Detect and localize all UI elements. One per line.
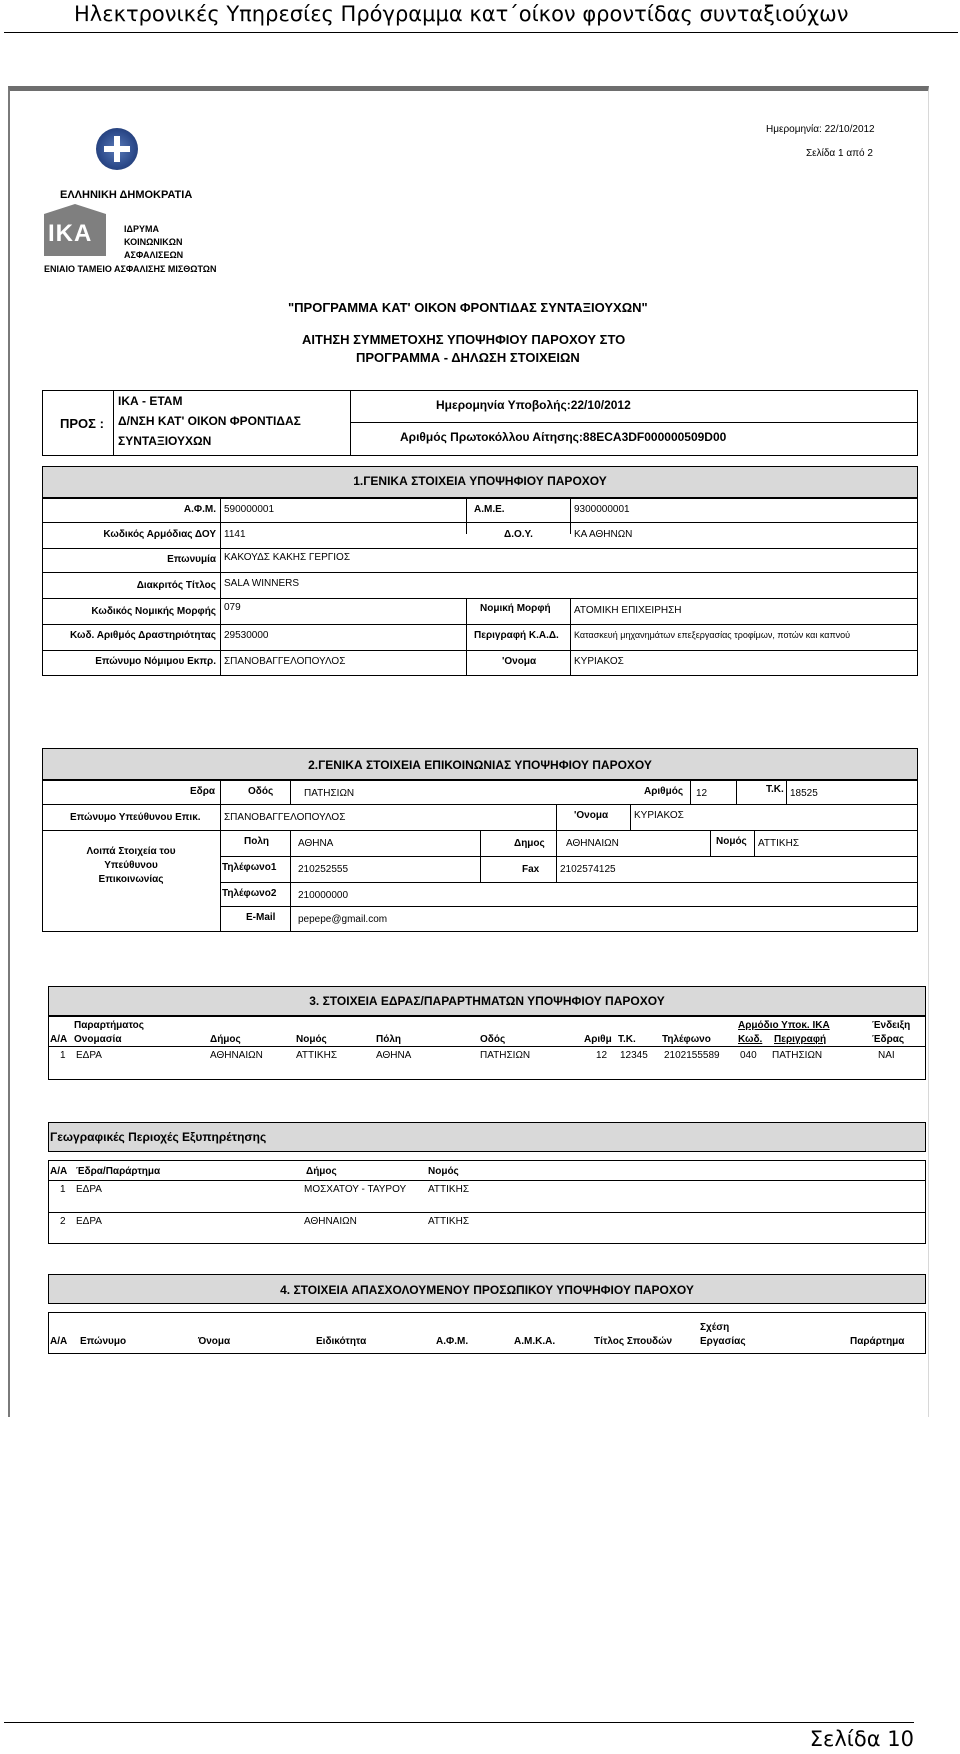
legal-form-code-label: Κωδικός Νομικής Μορφής [91, 606, 216, 617]
email-value: pepepe@gmail.com [298, 914, 388, 925]
distinctive-title-label: Διακριτός Τίτλος [136, 580, 216, 591]
other-contact-label-1: Λοιπά Στοιχεία του [86, 846, 176, 857]
contact-name-label: 'Ονομα [574, 810, 609, 821]
application-subtitle-2: ΠΡΟΓΡΑΜΜΑ - ΔΗΛΩΣΗ ΣΤΟΙΧΕΙΩΝ [356, 350, 580, 365]
form-page: Σελίδα 1 από 2 [806, 148, 873, 159]
s3-cell-number: 12 [596, 1050, 608, 1061]
geo-cell-branch: ΕΔΡΑ [76, 1216, 102, 1227]
street-label: Οδός [248, 786, 274, 797]
section4-title: 4. ΣΤΟΙΧΕΙΑ ΑΠΑΣΧΟΛΟΥΜΕΝΟΥ ΠΡΟΣΩΠΙΚΟΥ ΥΠΟΨΗΦΙΟΥ ΠΑΡΟΧΟΥ [280, 1283, 694, 1297]
greek-republic-seal-icon [96, 128, 138, 170]
s4-col-specialty: Ειδικότητα [316, 1336, 367, 1347]
section2-title: 2.ΓΕΝΙΚΑ ΣΤΟΙΧΕΙΑ ΕΠΙΚΟΙΝΩΝΙΑΣ ΥΠΟΨΗΦΙΟΥ ΠΑΡΟΧΟΥ [308, 758, 652, 772]
number-value: 12 [696, 788, 708, 799]
to-line-1: ΙΚΑ - ΕΤΑΜ [118, 394, 183, 408]
geo-cell-prefecture: ΑΤΤΙΚΗΣ [428, 1216, 469, 1227]
legal-form-value: ΑΤΟΜΙΚΗ ΕΠΙΧΕΙΡΗΣΗ [574, 605, 682, 616]
to-label: ΠΡΟΣ : [60, 416, 104, 431]
activity-code-label: Κωδ. Αριθμός Δραστηριότητας [70, 630, 216, 641]
geo-table [48, 1160, 926, 1244]
afm-value: 590000001 [224, 504, 275, 515]
ika-fund-label: ΕΝΙΑΙΟ ΤΑΜΕΙΟ ΑΣΦΑΛΙΣΗΣ ΜΙΣΘΩΤΩΝ [44, 264, 217, 274]
s4-col-relation-line-2: Εργασίας [700, 1336, 746, 1347]
s4-col-education: Τίτλος Σπουδών [594, 1336, 673, 1347]
submission-date: Ημερομηνία Υποβολής:22/10/2012 [436, 398, 631, 412]
distinctive-title-value: SALA WINNERS [224, 578, 300, 589]
doy-label: Δ.Ο.Υ. [504, 529, 533, 540]
contact-surname-label: Επώνυμο Υπεύθυνου Επικ. [70, 812, 201, 823]
ame-label: Α.Μ.Ε. [474, 504, 505, 515]
geo-cell-branch: ΕΔΡΑ [76, 1184, 102, 1195]
city-label: Πολη [244, 836, 269, 847]
name-value: ΚΑΚΟΥΔΣ ΚΑΚΗΣ ΓΕΡΓΙΟΣ [224, 552, 351, 563]
s3-cell-city: ΑΘΗΝΑ [376, 1050, 412, 1061]
municipality-label: Δημος [514, 838, 545, 849]
to-line-3: ΣΥΝΤΑΞΙΟΥΧΩΝ [118, 434, 212, 448]
s3-col-aa: Α/Α [50, 1034, 68, 1045]
ika-org-line-2: ΚΟΙΝΩΝΙΚΩΝ [124, 237, 183, 247]
s3-branch-header: Παραρτήματος [74, 1020, 144, 1031]
prefecture-value: ΑΤΤΙΚΗΣ [758, 838, 799, 849]
geo-cell-aa: 1 [60, 1184, 66, 1195]
ika-org-line-1: ΙΔΡΥΜΑ [124, 224, 159, 234]
geo-cell-prefecture: ΑΤΤΙΚΗΣ [428, 1184, 469, 1195]
kad-description-label: Περιγραφή Κ.Α.Δ. [474, 630, 559, 641]
contact-surname-value: ΣΠΑΝΟΒΑΓΓΕΛΟΠΟΥΛΟΣ [224, 812, 346, 823]
postal-code-value: 18525 [790, 788, 818, 799]
s3-cell-seat-flag: ΝΑΙ [878, 1050, 895, 1061]
s3-col-municipality: Δήμος [210, 1034, 241, 1045]
legal-form-label: Νομική Μορφή [480, 603, 551, 614]
geo-cell-aa: 2 [60, 1216, 66, 1227]
contact-name-value: ΚΥΡΙΑΚΟΣ [634, 810, 684, 821]
kad-description-value: Κατασκευή μηχανημάτων επεξεργασίας τροφίμων, ποτών και καπνού [574, 630, 851, 640]
activity-code-value: 29530000 [224, 630, 269, 641]
legal-rep-name-label: 'Ονομα [502, 656, 537, 667]
page-header: Ηλεκτρονικές Υπηρεσίες Πρόγραμμα κατ΄οίκον φροντίδας συνταξιούχων [74, 2, 849, 26]
s3-cell-municipality: ΑΘΗΝΑΙΩΝ [210, 1050, 263, 1061]
doy-code-label: Κωδικός Αρμόδιας ΔΟΥ [103, 529, 216, 540]
ika-logo-text: ΙΚΑ [48, 220, 93, 247]
other-contact-label-3: Επικοινωνίας [98, 874, 164, 885]
doy-code-value: 1141 [224, 529, 246, 540]
s3-cell-description: ΠΑΤΗΣΙΩΝ [772, 1050, 823, 1061]
to-line-2: Δ/ΝΣΗ ΚΑΤ' ΟΙΚΟΝ ΦΡΟΝΤΙΔΑΣ [118, 414, 301, 428]
protocol-number: Αριθμός Πρωτοκόλλου Αίτησης:88ECA3DF000000509D00 [400, 430, 727, 444]
legal-form-code-value: 079 [224, 602, 241, 613]
street-value: ΠΑΤΗΣΙΩΝ [304, 788, 355, 799]
s3-ika-branch-header: Αρμόδιο Υποκ. ΙΚΑ [738, 1020, 830, 1031]
s4-col-aa: Α/Α [50, 1336, 68, 1347]
s3-cell-name: ΕΔΡΑ [76, 1050, 102, 1061]
phone2-value: 210000000 [298, 890, 349, 901]
s3-col-city: Πόλη [376, 1034, 401, 1045]
s3-cell-postal-code: 12345 [620, 1050, 648, 1061]
header-rule [4, 32, 958, 33]
geo-cell-municipality: ΑΘΗΝΑΙΩΝ [304, 1216, 357, 1227]
geo-col-aa: Α/Α [50, 1166, 68, 1177]
s3-cell-prefecture: ΑΤΤΙΚΗΣ [296, 1050, 337, 1061]
ame-value: 9300000001 [574, 504, 630, 515]
form-date: Ημερομηνία: 22/10/2012 [766, 124, 875, 135]
legal-rep-surname-label: Επώνυμο Νόμιμου Εκπρ. [95, 656, 216, 667]
legal-rep-surname-value: ΣΠΑΝΟΒΑΓΓΕΛΟΠΟΥΛΟΣ [224, 656, 346, 667]
name-label: Επωνυμία [167, 554, 216, 565]
prefecture-label: Νομός [716, 836, 747, 847]
number-label: Αριθμός [644, 786, 684, 797]
phone2-label: Τηλέφωνο2 [222, 888, 277, 899]
s3-seat-flag-header: Ένδειξη [872, 1020, 911, 1031]
application-subtitle-1: ΑΙΤΗΣΗ ΣΥΜΜΕΤΟΧΗΣ ΥΠΟΨΗΦΙΟΥ ΠΑΡΟΧΟΥ ΣΤΟ [302, 332, 626, 347]
legal-rep-name-value: ΚΥΡΙΑΚΟΣ [574, 656, 624, 667]
city-value: ΑΘΗΝΑ [298, 838, 334, 849]
s4-col-amka: Α.Μ.Κ.Α. [514, 1336, 556, 1347]
email-label: E-Mail [246, 912, 276, 923]
s3-col-number: Αριθμ [584, 1034, 612, 1045]
s4-col-branch: Παράρτημα [850, 1336, 905, 1347]
s3-col-postal-code: Τ.Κ. [618, 1034, 636, 1045]
s3-col-description: Περιγραφή [774, 1034, 827, 1045]
section3-title: 3. ΣΤΟΙΧΕΙΑ ΕΔΡΑΣ/ΠΑΡΑΡΤΗΜΑΤΩΝ ΥΠΟΨΗΦΙΟΥ ΠΑΡΟΧΟΥ [309, 994, 665, 1008]
geo-col-prefecture: Νομός [428, 1166, 459, 1177]
seat-label: Εδρα [190, 786, 216, 797]
s4-col-afm: Α.Φ.Μ. [436, 1336, 469, 1347]
s3-cell-phone: 2102155589 [664, 1050, 720, 1061]
s4-col-surname: Επώνυμο [80, 1336, 127, 1347]
postal-code-label: Τ.Κ. [766, 784, 784, 795]
s3-cell-aa: 1 [60, 1050, 66, 1061]
fax-value: 2102574125 [560, 864, 616, 875]
s3-col-phone: Τηλέφωνο [662, 1034, 711, 1045]
s3-col-name: Ονομασία [74, 1034, 122, 1045]
s3-col-street: Οδός [480, 1034, 506, 1045]
geo-col-municipality: Δήμος [306, 1166, 337, 1177]
other-contact-label-2: Υπεύθυνου [104, 860, 158, 871]
section1-title: 1.ΓΕΝΙΚΑ ΣΤΟΙΧΕΙΑ ΥΠΟΨΗΦΙΟΥ ΠΑΡΟΧΟΥ [353, 474, 607, 488]
program-title: "ΠΡΟΓΡΑΜΜΑ ΚΑΤ' ΟΙΚΟΝ ΦΡΟΝΤΙΔΑΣ ΣΥΝΤΑΞΙΟΥΧΩΝ" [288, 300, 648, 315]
geo-title: Γεωγραφικές Περιοχές Εξυπηρέτησης [50, 1130, 267, 1144]
s4-col-name: Όνομα [198, 1336, 231, 1347]
doy-value: ΚΑ ΑΘΗΝΩΝ [574, 529, 633, 540]
phone1-value: 210252555 [298, 864, 349, 875]
s3-col-seat-flag: Έδρας [872, 1034, 905, 1045]
geo-col-branch: Έδρα/Παράρτημα [76, 1166, 161, 1177]
s3-col-code: Κωδ. [738, 1034, 763, 1045]
s3-cell-street: ΠΑΤΗΣΙΩΝ [480, 1050, 531, 1061]
phone1-label: Τηλέφωνο1 [222, 862, 277, 873]
s3-cell-code: 040 [740, 1050, 757, 1061]
ika-org-line-3: ΑΣΦΑΛΙΣΕΩΝ [124, 250, 184, 260]
ika-logo-icon [44, 214, 106, 256]
municipality-value: ΑΘΗΝΑΙΩΝ [566, 838, 619, 849]
s3-col-prefecture: Νομός [296, 1034, 327, 1045]
page-number: Σελίδα 10 [809, 1727, 914, 1751]
s4-col-relation-line-1: Σχέση [700, 1322, 730, 1333]
afm-label: Α.Φ.Μ. [183, 504, 216, 515]
geo-cell-municipality: ΜΟΣΧΑΤΟΥ - ΤΑΥΡΟΥ [304, 1184, 407, 1195]
section4-table [48, 1312, 926, 1354]
footer-rule [4, 1722, 914, 1723]
republic-label: ΕΛΛΗΝΙΚΗ ΔΗΜΟΚΡΑΤΙΑ [60, 189, 193, 201]
fax-label: Fax [522, 864, 540, 875]
